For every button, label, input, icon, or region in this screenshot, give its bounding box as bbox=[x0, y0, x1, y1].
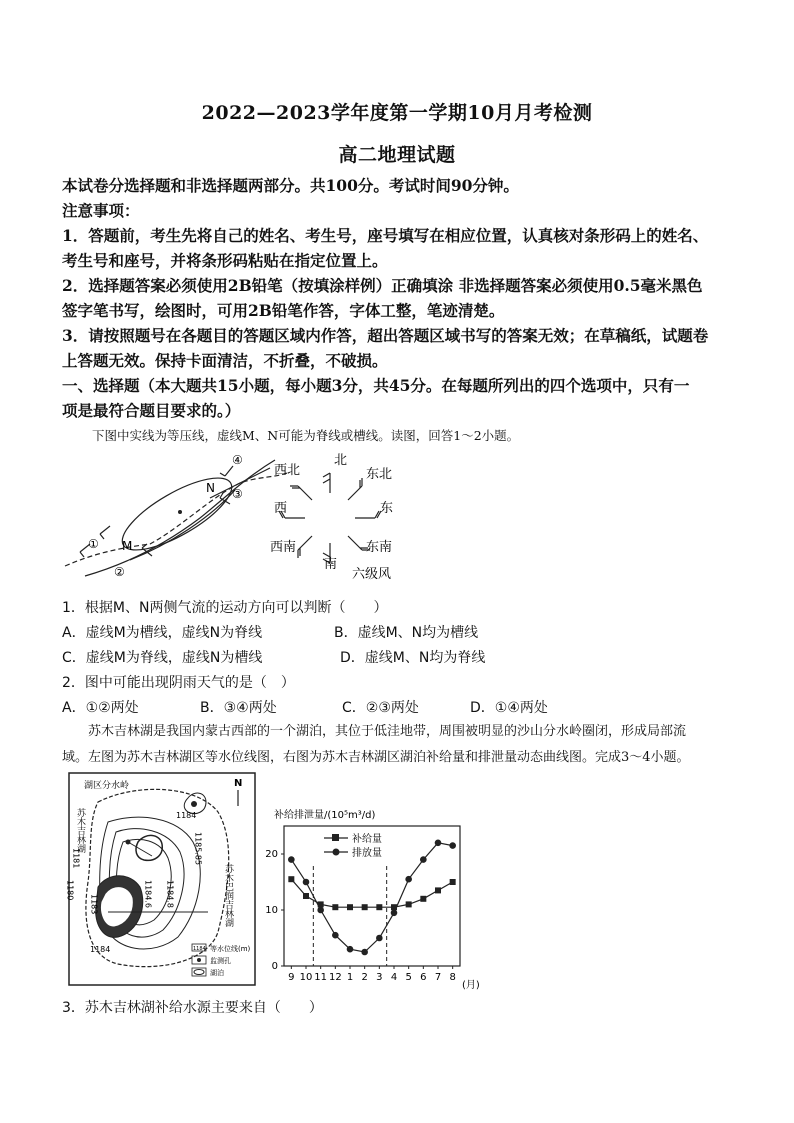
discharge-point bbox=[361, 949, 368, 956]
q1-option-c[interactable]: C．虚线M为脊线，虚线N为槽线 bbox=[62, 650, 263, 666]
lake-small bbox=[136, 835, 162, 860]
x-tick-label: 12 bbox=[328, 972, 342, 983]
dir-sw: 西南 bbox=[270, 540, 297, 555]
legend-contour: 等水位线(m) bbox=[210, 945, 251, 953]
q2-option-c[interactable]: C．②③两处 bbox=[342, 700, 419, 716]
recharge-point bbox=[362, 904, 368, 910]
map-label-1184-6: 1184.6 bbox=[143, 880, 153, 908]
dir-nw: 西北 bbox=[274, 463, 301, 478]
map-label-1184b: 1184 bbox=[90, 945, 111, 954]
discharge-point bbox=[405, 876, 412, 883]
dir-se: 东南 bbox=[366, 540, 393, 555]
q2-option-a[interactable]: A．①②两处 bbox=[62, 700, 139, 716]
section-heading-a: 一、选择题（本大题共15小题，每小题3分，共45分。在每题所列出的四个选项中，只有一 bbox=[62, 376, 690, 395]
label-c4: ④ bbox=[232, 453, 243, 467]
x-tick-label: 10 bbox=[299, 972, 313, 983]
y-tick-label: 0 bbox=[271, 961, 278, 972]
section-heading-b: 项是最符合题目要求的。） bbox=[62, 401, 241, 420]
discharge-point bbox=[420, 856, 427, 863]
wind-barb-4 bbox=[220, 466, 233, 476]
legend-well: 监测孔 bbox=[210, 957, 231, 965]
exam-title: 2022—2023学年度第一学期10月月考检测 bbox=[201, 102, 593, 124]
recharge-point bbox=[420, 896, 426, 902]
label-m: M bbox=[122, 539, 133, 553]
recharge-point bbox=[435, 887, 441, 893]
notice-item-1b: 考生号和座号，并将条形码粘贴在指定位置上。 bbox=[62, 251, 388, 270]
map-divide-label: 湖区分水岭 bbox=[84, 781, 130, 791]
y-tick-label: 20 bbox=[265, 849, 278, 860]
discharge-point bbox=[449, 842, 456, 849]
monitor-well-1 bbox=[191, 801, 197, 807]
legend-square-marker bbox=[332, 834, 339, 841]
y-tick-label: 10 bbox=[265, 905, 278, 916]
map-lake1-label: 苏木吉林湖 bbox=[75, 808, 85, 853]
center-dot bbox=[178, 510, 182, 514]
label-c3: ③ bbox=[232, 487, 243, 501]
x-tick-label: 6 bbox=[420, 972, 427, 983]
legend-recharge: 补给量 bbox=[352, 834, 382, 845]
x-tick-label: 7 bbox=[434, 972, 442, 983]
notice-item-3b: 上答题无效。保持卡面清洁，不折叠，不破损。 bbox=[62, 351, 388, 370]
series-line-0 bbox=[291, 879, 452, 907]
discharge-point bbox=[288, 856, 295, 863]
legend-lake: 湖泊 bbox=[210, 969, 224, 977]
map-north: N bbox=[234, 778, 243, 789]
axis-line-mn bbox=[65, 472, 290, 566]
q2-option-d[interactable]: D．①④两处 bbox=[470, 700, 548, 716]
map-label-1181: 1181 bbox=[71, 848, 81, 869]
x-tick-label: 3 bbox=[376, 972, 383, 983]
recharge-point bbox=[406, 901, 412, 907]
map-label-1183: 1183 bbox=[89, 894, 99, 915]
isobar-figure bbox=[60, 448, 420, 584]
recharge-point bbox=[332, 904, 338, 910]
chart-legend bbox=[324, 832, 382, 859]
figure1-caption: 下图中实线为等压线，虚线M、N可能为脊线或槽线。读图，回答1～2小题。 bbox=[92, 428, 520, 443]
discharge-point bbox=[303, 879, 310, 886]
dir-north: 北 bbox=[334, 453, 348, 468]
recharge-point bbox=[288, 876, 294, 882]
map-label-1180: 1180 bbox=[65, 880, 75, 901]
discharge-point bbox=[347, 946, 354, 953]
discharge-point bbox=[317, 907, 324, 914]
legend-circle-marker bbox=[333, 849, 340, 856]
x-tick-label: 9 bbox=[288, 972, 295, 983]
q2-option-b[interactable]: B．③④两处 bbox=[200, 700, 277, 716]
dir-west: 西 bbox=[274, 501, 288, 516]
recharge-point bbox=[450, 879, 456, 885]
notice-item-1a: 1．答题前，考生先将自己的姓名、考生号，座号填写在相应位置，认真核对条形码上的姓名、 bbox=[62, 226, 709, 245]
water-level-map bbox=[65, 772, 256, 986]
isobar-line-outer bbox=[85, 460, 275, 576]
exam-subtitle: 高二地理试题 bbox=[338, 144, 456, 166]
q1-option-d[interactable]: D．虚线M、N均为脊线 bbox=[340, 650, 486, 666]
legend-sample: 1184 bbox=[193, 946, 206, 952]
map-label-1185-85: 1185.85 bbox=[193, 832, 203, 866]
notice-item-3a: 3．请按照题号在各题目的答题区域内作答，超出答题区域书写的答案无效；在草稿纸，试题卷 bbox=[62, 326, 709, 345]
recharge-point bbox=[347, 904, 353, 910]
notice-label: 注意事项： bbox=[62, 201, 140, 220]
map-lake2-label: 苏木巴润吉林湖 bbox=[223, 864, 233, 927]
x-tick-label: 2 bbox=[361, 972, 368, 983]
x-tick-label: 4 bbox=[390, 972, 398, 983]
q1-stem: 1．根据M、N两侧气流的运动方向可以判断（ ） bbox=[62, 600, 388, 616]
intro-text: 本试卷分选择题和非选择题两部分。共100分。考试时间90分钟。 bbox=[62, 176, 519, 195]
q3-stem: 3．苏木吉林湖补给水源主要来自（ ） bbox=[62, 1000, 323, 1016]
dir-ne: 东北 bbox=[366, 467, 393, 482]
discharge-point bbox=[391, 910, 398, 917]
discharge-point bbox=[332, 932, 339, 939]
notice-item-2a: 2．选择题答案必须使用2B铅笔（按填涂样例）正确填涂 非选择题答案必须使用0.5毫米黑色 bbox=[62, 276, 703, 295]
dir-south: 南 bbox=[324, 557, 338, 572]
q1-option-a[interactable]: A．虚线M为槽线，虚线N为脊线 bbox=[62, 625, 263, 641]
dir-east: 东 bbox=[380, 501, 394, 516]
x-tick-label: 11 bbox=[314, 972, 328, 983]
x-tick-label: 8 bbox=[449, 972, 456, 983]
map-label-1184-8: 1184.8 bbox=[165, 880, 175, 908]
recharge-point bbox=[303, 893, 309, 899]
x-tick-label: 1 bbox=[346, 972, 354, 983]
passage2-line1: 苏木吉林湖是我国内蒙古西部的一个湖泊，其位于低洼地带，周围被明显的沙山分水岭圈闭，形成局部流 bbox=[88, 724, 687, 739]
recharge-point bbox=[376, 904, 382, 910]
q2-stem: 2．图中可能出现阴雨天气的是（ ） bbox=[62, 675, 295, 691]
legend-discharge: 排放量 bbox=[352, 848, 382, 859]
x-tick-label: 5 bbox=[405, 972, 412, 983]
q1-option-b[interactable]: B．虚线M、N均为槽线 bbox=[334, 625, 479, 641]
discharge-point bbox=[435, 840, 442, 847]
wind-barb-2 bbox=[100, 526, 110, 539]
notice-item-2b: 签字笔书写，绘图时，可用2B铅笔作答，字体工整，笔迹清楚。 bbox=[62, 301, 505, 320]
chart-xlabel: (月) bbox=[462, 980, 480, 991]
passage2-line2: 域。左图为苏木吉林湖区等水位线图，右图为苏木吉林湖区湖泊补给量和排泄量动态曲线图。完成3～4小题。 bbox=[62, 750, 690, 765]
chart-ylabel: 补给排泄量/(10⁵m³/d) bbox=[274, 810, 376, 821]
wind-level-label: 六级风 bbox=[352, 567, 392, 582]
label-n: N bbox=[206, 481, 215, 495]
label-c1: ① bbox=[88, 537, 99, 551]
map-label-1184: 1184 bbox=[176, 811, 197, 820]
series-line-1 bbox=[291, 843, 452, 952]
label-c2: ② bbox=[114, 565, 125, 579]
recharge-discharge-chart bbox=[262, 806, 482, 992]
discharge-point bbox=[376, 935, 383, 942]
